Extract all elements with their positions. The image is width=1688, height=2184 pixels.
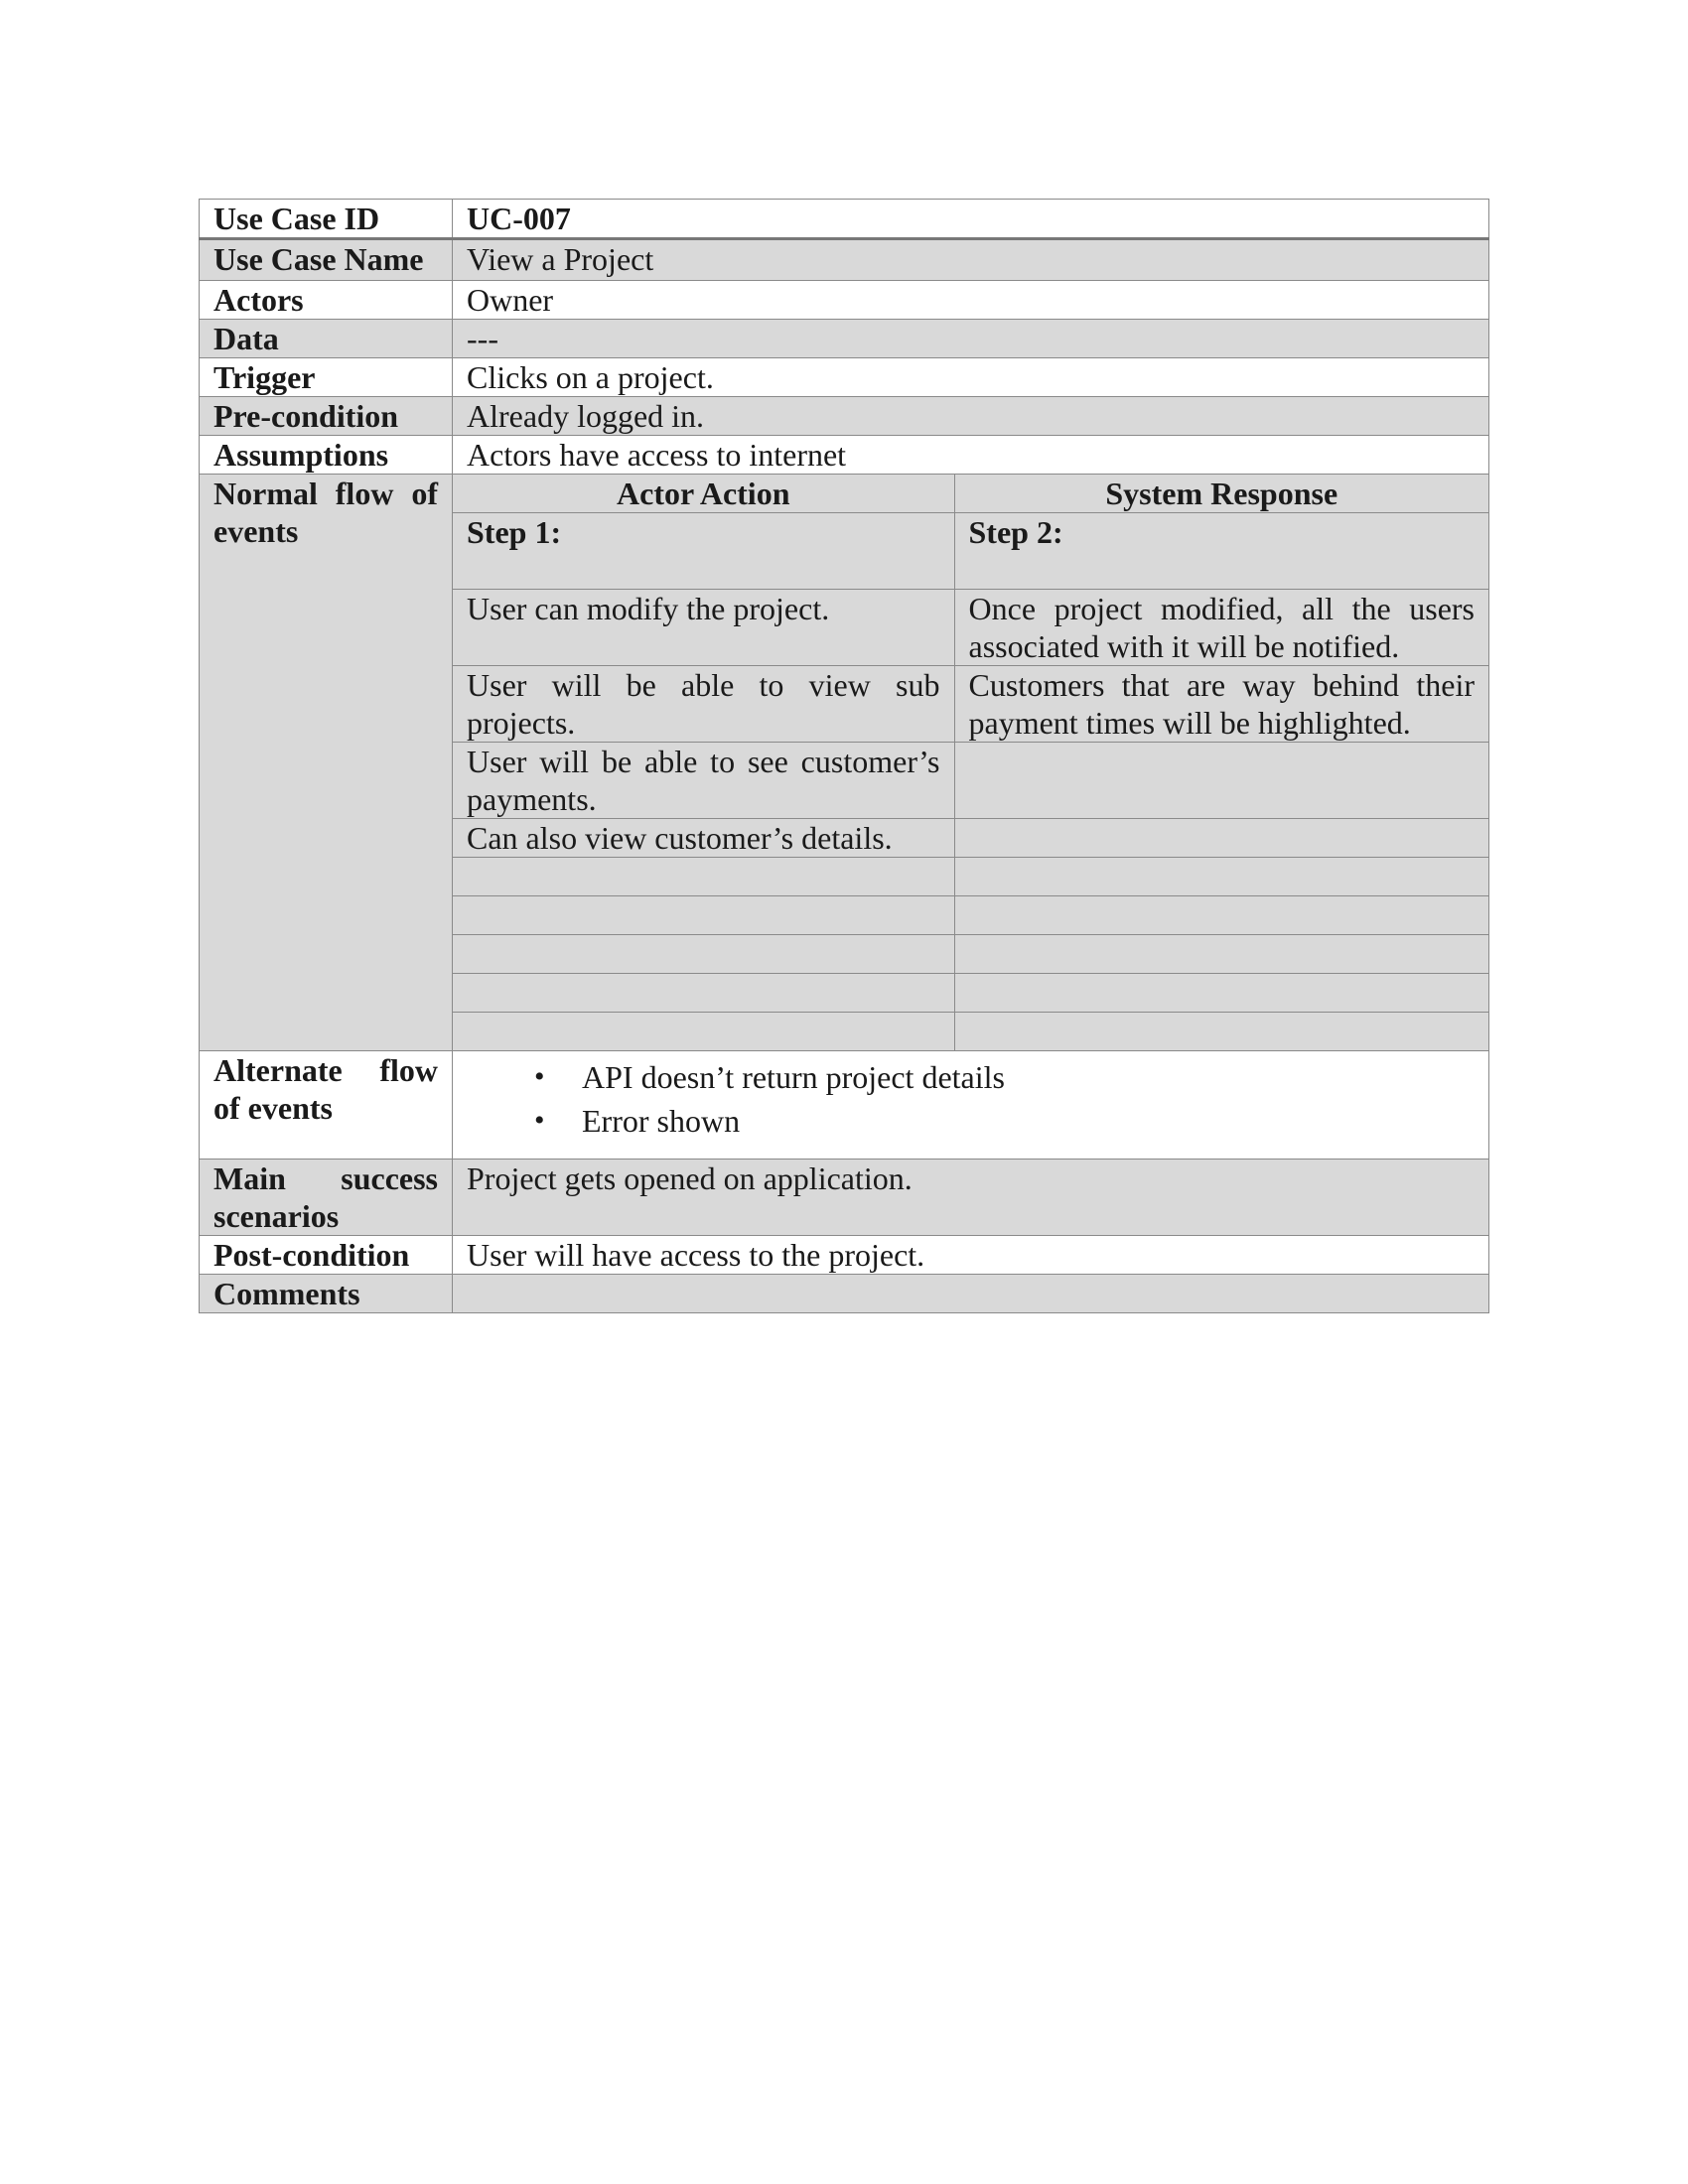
flow-empty-row	[453, 896, 1488, 935]
empty-cell	[954, 858, 1488, 896]
row-actors	[200, 281, 1489, 320]
actor-action-cell: User will be able to see customer’s payments.	[453, 743, 954, 819]
row-use-case-id	[200, 200, 1489, 239]
step-2-label: Step 2:	[954, 513, 1488, 590]
normal-flow-label: Normal flow of events	[200, 475, 453, 1051]
use-case-name-value: View a Project	[453, 239, 1489, 281]
row-precondition	[200, 397, 1489, 436]
flow-row	[453, 666, 1488, 743]
alternate-flow-item: • API doesn’t return project details	[582, 1055, 1475, 1099]
row-use-case-name	[200, 239, 1489, 281]
actor-action-cell: User will be able to view sub projects.	[453, 666, 954, 743]
empty-cell	[453, 1013, 954, 1051]
normal-flow-cell	[453, 475, 1489, 1051]
actors-label: Actors	[200, 281, 453, 320]
assumptions-value: Actors have access to internet	[453, 436, 1489, 475]
flow-header-row	[453, 475, 1488, 513]
flow-step-row	[453, 513, 1488, 590]
empty-cell	[453, 974, 954, 1013]
flow-row	[453, 743, 1488, 819]
data-label: Data	[200, 320, 453, 358]
actors-value: Owner	[453, 281, 1489, 320]
data-value: ---	[453, 320, 1489, 358]
empty-cell	[954, 974, 1488, 1013]
empty-cell	[954, 896, 1488, 935]
row-comments	[200, 1275, 1489, 1313]
system-response-cell	[954, 819, 1488, 858]
row-normal-flow	[200, 475, 1489, 1051]
use-case-id-label: Use Case ID	[200, 200, 453, 239]
flow-row	[453, 819, 1488, 858]
comments-value	[453, 1275, 1489, 1313]
flow-row	[453, 590, 1488, 666]
assumptions-label: Assumptions	[200, 436, 453, 475]
flow-empty-row	[453, 974, 1488, 1013]
row-alternate-flow	[200, 1051, 1489, 1160]
row-assumptions	[200, 436, 1489, 475]
precondition-value: Already logged in.	[453, 397, 1489, 436]
alternate-flow-list	[467, 1055, 1475, 1143]
trigger-value: Clicks on a project.	[453, 358, 1489, 397]
empty-cell	[453, 858, 954, 896]
row-main-success	[200, 1160, 1489, 1236]
actor-action-header: Actor Action	[453, 475, 954, 513]
flow-empty-row	[453, 1013, 1488, 1051]
system-response-cell: Customers that are way behind their payment times will be highlighted.	[954, 666, 1488, 743]
alternate-flow-label: Alternate flow of events	[200, 1051, 453, 1160]
use-case-id-value: UC-007	[453, 200, 1489, 239]
step-1-label: Step 1:	[453, 513, 954, 590]
actor-action-cell: Can also view customer’s details.	[453, 819, 954, 858]
row-trigger	[200, 358, 1489, 397]
row-postcondition	[200, 1236, 1489, 1275]
empty-cell	[453, 935, 954, 974]
alternate-flow-cell	[453, 1051, 1489, 1160]
main-success-label: Main success scenarios	[200, 1160, 453, 1236]
precondition-label: Pre-condition	[200, 397, 453, 436]
trigger-label: Trigger	[200, 358, 453, 397]
empty-cell	[954, 935, 1488, 974]
system-response-cell	[954, 743, 1488, 819]
main-success-value: Project gets opened on application.	[453, 1160, 1489, 1236]
actor-action-cell: User can modify the project.	[453, 590, 954, 666]
row-data	[200, 320, 1489, 358]
normal-flow-table	[453, 475, 1488, 1050]
comments-label: Comments	[200, 1275, 453, 1313]
system-response-cell: Once project modified, all the users associated with it will be notified.	[954, 590, 1488, 666]
empty-cell	[453, 896, 954, 935]
use-case-table	[199, 199, 1489, 1313]
empty-cell	[954, 1013, 1488, 1051]
use-case-name-label: Use Case Name	[200, 239, 453, 281]
postcondition-label: Post-condition	[200, 1236, 453, 1275]
flow-empty-row	[453, 935, 1488, 974]
flow-empty-row	[453, 858, 1488, 896]
postcondition-value: User will have access to the project.	[453, 1236, 1489, 1275]
system-response-header: System Response	[954, 475, 1488, 513]
alternate-flow-item: • Error shown	[582, 1099, 1475, 1143]
